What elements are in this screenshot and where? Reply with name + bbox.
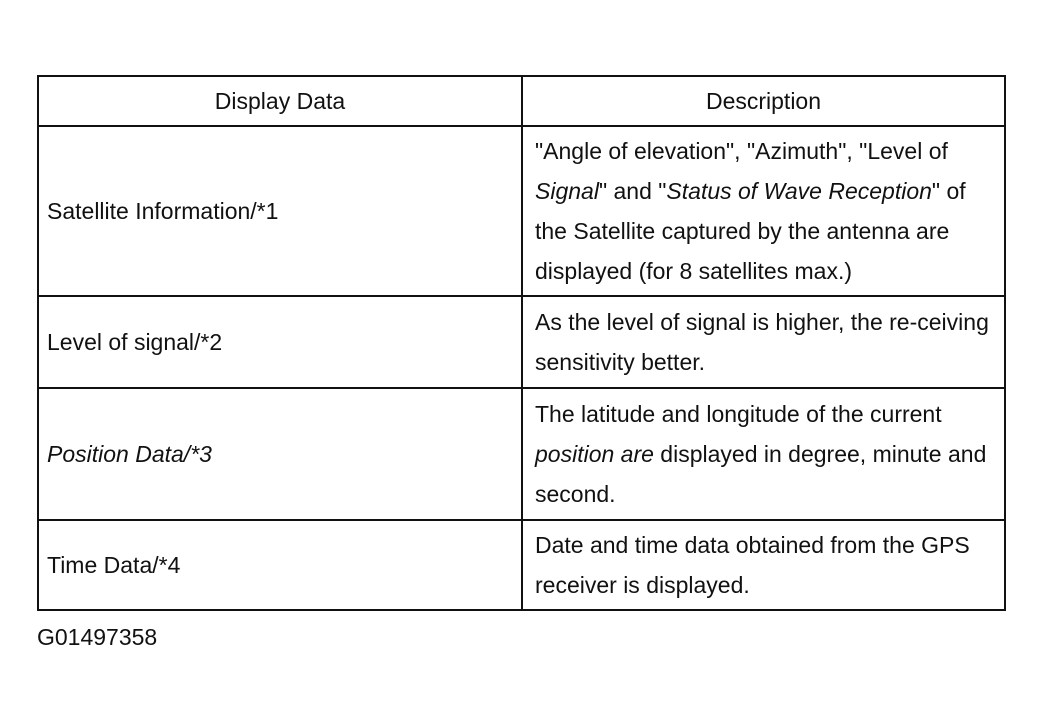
description-text-italic: position are: [535, 441, 654, 467]
description-text-italic: Status of Wave Reception: [666, 178, 932, 204]
description-cell: [522, 520, 1005, 610]
description-text: " and ": [598, 178, 667, 204]
header-description: Description: [522, 76, 1005, 126]
table-header-row: [38, 76, 1005, 126]
description-text-italic: Signal: [535, 178, 599, 204]
table-row: [38, 296, 1005, 388]
figure-id-caption: G01497358: [37, 624, 158, 650]
display-data-cell: Level of signal/*2: [38, 296, 522, 388]
display-data-table: [37, 75, 1006, 611]
description-text: "Angle of elevation", "Azimuth", "Level of: [535, 138, 948, 164]
description-text: As the level of signal is higher, the re-ceiving sensitivity better.: [535, 309, 989, 375]
description-text: The latitude and longitude of the current: [535, 401, 942, 427]
description-text: " of the Satellite captured by the antenna are displayed (for 8 satellites max.): [535, 178, 966, 284]
description-text: Date and time data obtained from the GPS receiver is displayed.: [535, 532, 970, 598]
description-cell: [522, 296, 1005, 388]
display-data-cell: Satellite Information/*1: [38, 126, 522, 296]
table-row: [38, 126, 1005, 296]
description-cell: [522, 126, 1005, 296]
description-cell: [522, 388, 1005, 520]
header-display-data: Display Data: [38, 76, 522, 126]
display-data-cell: Position Data/*3: [38, 388, 522, 520]
display-data-cell: Time Data/*4: [38, 520, 522, 610]
table-row: [38, 520, 1005, 610]
table-row: [38, 388, 1005, 520]
description-text: displayed in degree, minute and second.: [535, 441, 987, 507]
